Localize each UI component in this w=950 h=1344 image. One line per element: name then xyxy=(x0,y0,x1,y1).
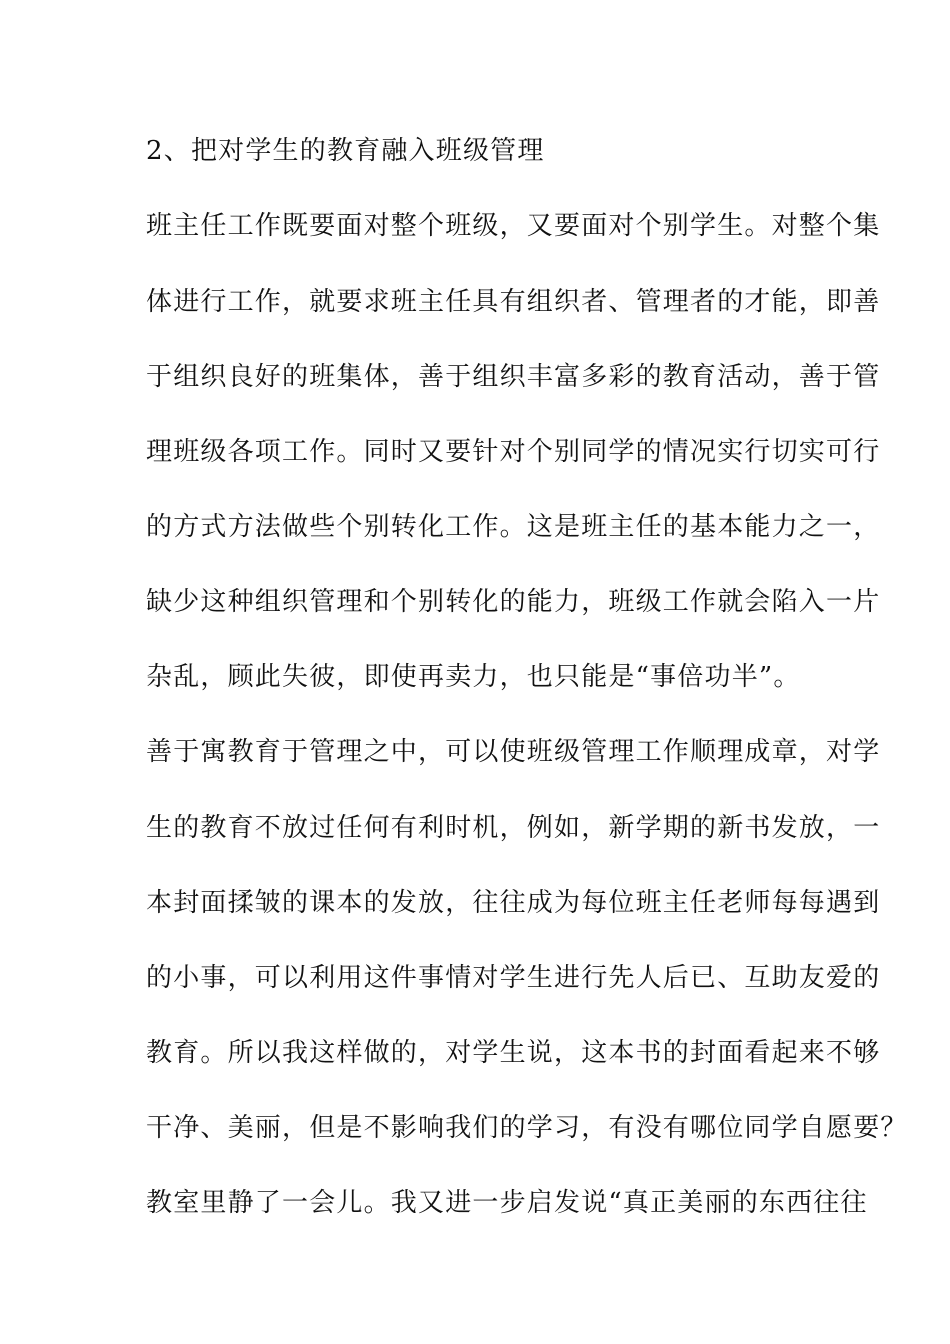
text-line: 生的教育不放过任何有利时机，例如，新学期的新书发放，一 xyxy=(146,813,881,843)
text-line: 教育。所以我这样做的，对学生说，这本书的封面看起来不够 xyxy=(146,1038,881,1068)
text-line: 理班级各项工作。同时又要针对个别同学的情况实行切实可行 xyxy=(146,437,881,467)
text-line: 教室里静了一会儿。我又进一步启发说“真正美丽的东西往往 xyxy=(146,1188,868,1218)
text-line: 善于寓教育于管理之中，可以使班级管理工作顺理成章，对学 xyxy=(146,737,881,767)
text-line: 干净、美丽，但是不影响我们的学习，有没有哪位同学自愿要？ xyxy=(146,1113,908,1143)
text-line: 本封面揉皱的课本的发放，往往成为每位班主任老师每每遇到 xyxy=(146,888,881,918)
section-heading: 2、把对学生的教育融入班级管理 xyxy=(146,136,545,166)
text-line: 缺少这种组织管理和个别转化的能力，班级工作就会陷入一片 xyxy=(146,587,881,617)
text-line: 于组织良好的班集体，善于组织丰富多彩的教育活动，善于管 xyxy=(146,362,881,392)
text-line: 的方式方法做些个别转化工作。这是班主任的基本能力之一， xyxy=(146,512,881,542)
text-line: 班主任工作既要面对整个班级，又要面对个别学生。对整个集 xyxy=(146,211,881,241)
text-line: 的小事，可以利用这件事情对学生进行先人后已、互助友爱的 xyxy=(146,963,881,993)
text-line: 体进行工作，就要求班主任具有组织者、管理者的才能，即善 xyxy=(146,287,881,317)
text-line: 杂乱，顾此失彼，即使再卖力，也只能是“事倍功半”。 xyxy=(146,662,801,692)
